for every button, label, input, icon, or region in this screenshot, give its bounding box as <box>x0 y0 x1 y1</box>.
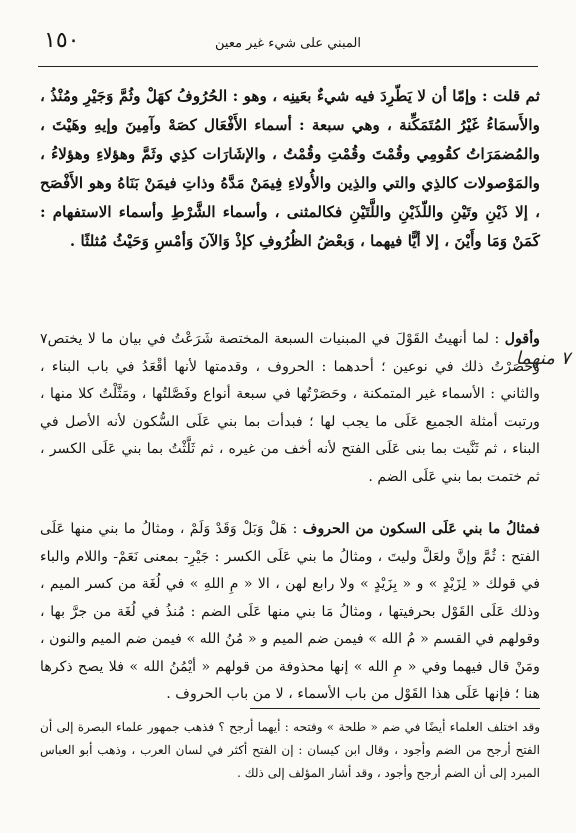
header-rule <box>38 66 538 67</box>
handwritten-margin-note: ٧ منهما <box>515 348 571 369</box>
paragraph: ثم قلت : وإمّا أن لا يَطّرِدَ فيه شيءٌ بعَينِه ، وهو : الحُرُوفُ كهَلْ وثُمَّ وَجَيْرِ ومُنْذُ ، والأَسمَاءُ غَيْرُ المُتَمَكِّنة ، وهي سبعة : أسماء الأَفْعَال كصَهْ وآمِينَ وإيهِ وهَيْتَ ، والمُضمَرَاتُ كقُومِي وقُمْتَ وقُمْتِ وقُمْتُ ، والإشَارَات كذِي وثَمَّ وهؤلاءِ وهؤلاءُ ، والمَوْصولات كالذِي والتي والذِين والأُولاءِ فِيمَنْ مَدَّهُ وذاتِ فيمَنْ بَنَاهُ وهو الأَفْصَح ، إلا ذَيْنِ وتَيْنِ واللّذَيْنِ واللَّتَيْنِ فكالمثنى ، وأسماء الشَّرْطِ وأسماء الاستفهام : كَمَنْ وَمَا وأَيْنَ ، إلا أيًّا فيهما ، وَبعْضُ الظُرُوفِ كإذْ وَالآنَ وَأمْسِ وَحَيْثُ مُثلثًا . <box>40 87 540 250</box>
main-text-section-1 <box>40 82 540 256</box>
page-number: ١٥٠ <box>44 28 80 53</box>
running-title: المبني على شيء غير معين <box>215 36 361 51</box>
paragraph-body: : هَلْ وَبَلْ وَقَدْ وَلَمْ ، ومثالُ ما بني منها عَلَى الفتح : ثُمَّ وإنَّ ولعَلَّ وليتَ ، ومثالُ ما بني عَلَى الكسر : جَيْرِ- بمعنى نَعَمْ- واللام والباء في قولك « لِزَيْدٍ » و « بِزَيْدٍ » ولا رابع لهن ، الا « مِ اللهِ » في لُغَة من كسر الميم ، وذلك عَلَى القَوْل بحرفيتها ، ومثالُ مَا بني منها عَلَى الضم : مُنذُ في لُغَة من جرَّ بها ، وقولهم في القسم « مُ الله » فيمن ضم الميم و « مُنُ الله » فيمن ضم الميم والنون ، ومَنْ قال فيهما وفي « مِ الله » إنها محذوفة من قولهم « أيْمُنُ الله » فلا يصح ذكرها هنا ؛ فإنها عَلَى هذا القَوْل من باب الأسماء ، لا من باب الحروف . <box>40 521 540 702</box>
paragraph <box>40 516 540 709</box>
paragraph-body: : لما أنهيتُ القَوْلَ في المبنيات السبعة المختصة شَرَعْتُ في بيان ما لا يختص٧ وَحَصَرْتُ ذلك في نوعين ؛ أحدهما : الحروف ، وقدمتها لأنها أقْعَدُ في باب البناء ، والثاني : الأسماء غير المتمكنة ، وحَصَرْتُها في سبعة أنواع وفَصَّلتُها ، ومَثَّلْتُ كلا منها ، ورتبت أمثلة الجميع عَلَى ما يجب لها ؛ فبدأت بما بني عَلَى السُّكون لأنه الأصل في البناء ، ثم ثَنَّيت بما بنى عَلَى الفتح لأنه أخف من غيره ، ثم ثَلَّثْتُ بما بني عَلَى الكسر ، ثم ختمت بما بني عَلَى الضم . <box>40 331 540 485</box>
footnote-rule <box>250 708 540 709</box>
footnote <box>40 716 540 785</box>
paragraph-lead: وأقول <box>504 331 540 347</box>
main-text-section-2 <box>40 326 540 491</box>
paragraph-lead: فمثالُ ما بني عَلَى السكون من الحروف <box>302 521 540 537</box>
footnote-text: وقد اختلف العلماء أيضًا في ضم « طلحة » وفتحه : أيهما أرجح ؟ فذهب جمهور علماء البصرة إلى أن الفتح أرجح من الضم وأجود ، وقال ابن كيسان : إن الفتح أكثر في لسان العرب ، وذهب أبو العباس المبرد إلى أن الضم أرجح وأجود ، وقد أشار المؤلف إلى ذلك . <box>40 720 540 780</box>
paragraph <box>40 326 540 491</box>
main-text-section-3 <box>40 516 540 709</box>
page-header <box>40 28 536 64</box>
